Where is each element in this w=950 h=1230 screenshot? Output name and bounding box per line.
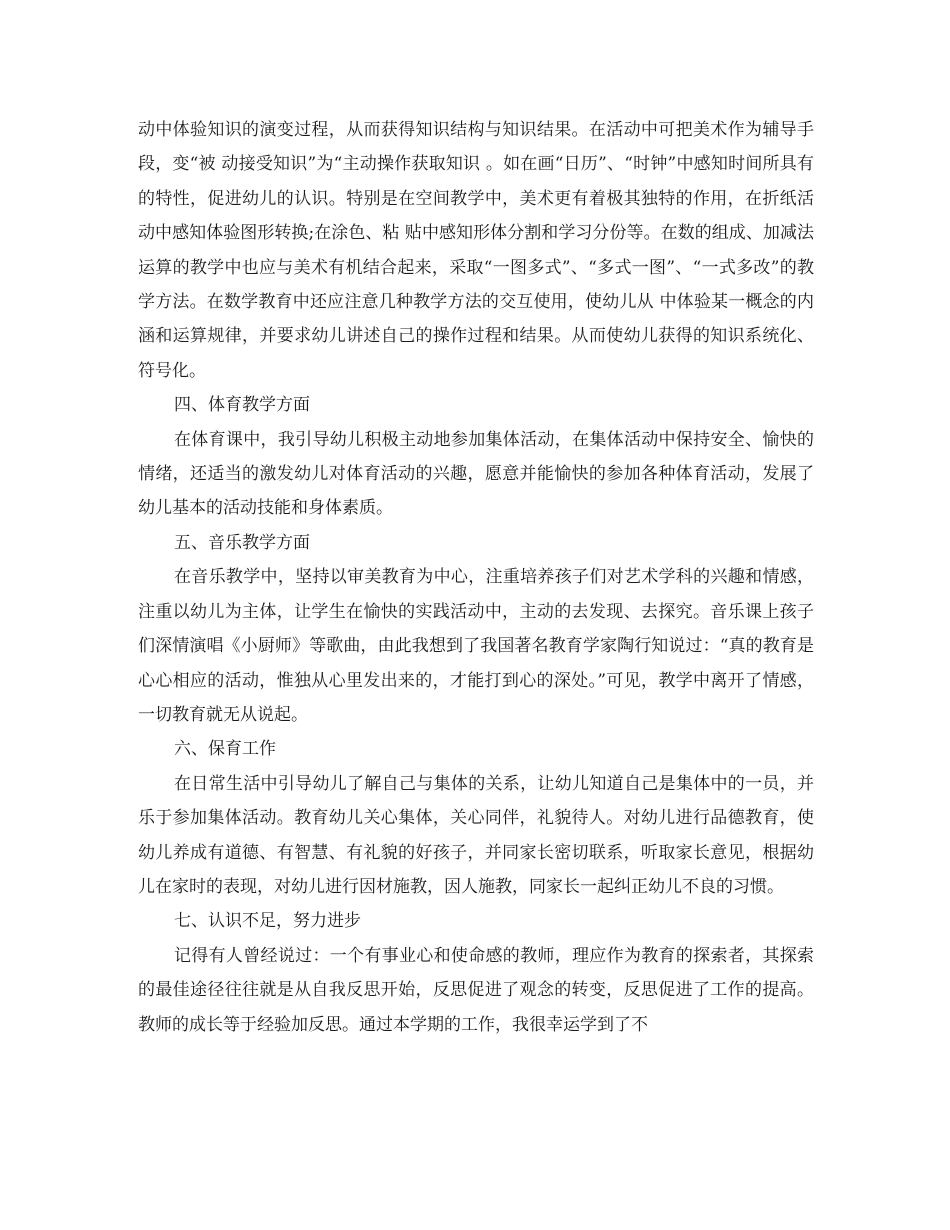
heading-care-work: 六、保育工作 — [174, 739, 276, 760]
paragraph-care-work: 在日常生活中引导幼儿了解自己与集体的关系，让幼儿知道自己是集体中的一员，并乐于参加集体活动。教育幼儿关心集体，关心同伴，礼貌待人。对幼儿进行品德教育，使幼儿养成有道德、有智慧、有礼貌的好孩子，并同家长密切联系，听取家长意见，根据幼儿在家时的表现，对幼儿进行因材施教，因人施教，同家长一起纠正幼儿不良的习惯。 — [138, 773, 814, 897]
paragraph-math-art: 动中体验知识的演变过程，从而获得知识结构与知识结果。在活动中可把美术作为辅导手段，变“被 动接受知识”为“主动操作获取知识 。如在画“日历”、“时钟”中感知时间所具有的特性，促进幼儿的认识。特别是在空间教学中，美术更有着极其独特的作用，在折纸活动中感知体验图形转换;在涂色、粘 贴中感知形体分割和学习分份等。在数的组成、加减法运算的教学中也应与美术有机结合起来，采取“一图多式”、“多式一图”、“一式多改”的教学方法。在数学教育中还应注意几种教学方法的交互使用，使幼儿从 中体验某一概念的内涵和运算规律，并要求幼儿讲述自己的操作过程和结果。从而使幼儿获得的知识系统化、 符号化。 — [138, 120, 814, 381]
paragraph-pe-teaching: 在体育课中，我引导幼儿积极主动地参加集体活动，在集体活动中保持安全、愉快的情绪，还适当的激发幼儿对体育活动的兴趣，愿意并能愉快的参加各种体育活动，发展了幼儿基本的活动技能和身体素质。 — [138, 429, 814, 519]
heading-music-teaching: 五、音乐教学方面 — [174, 532, 310, 553]
heading-pe-teaching: 四、体育教学方面 — [174, 395, 310, 416]
paragraph-shortcomings: 记得有人曾经说过：一个有事业心和使命感的教师，理应作为教育的探索者，其探索的最佳途径往往就是从自我反思开始，反思促进了观念的转变，反思促进了工作的提高。教师的成长等于经验加反思。通过本学期的工作，我很幸运学到了不 — [138, 945, 814, 1035]
paragraph-music-teaching: 在音乐教学中，坚持以审美教育为中心，注重培养孩子们对艺术学科的兴趣和情感，注重以幼儿为主体，让学生在愉快的实践活动中，主动的去发现、去探究。音乐课上孩子们深情演唱《小厨师》等歌曲，由此我想到了我国著名教育学家陶行知说过：“真的教育是心心相应的活动，惟独从心里发出来的，才能打到心的深处。”可见，教学中离开了情感，一切教育就无从说起。 — [138, 567, 814, 725]
document-page — [138, 113, 814, 1042]
heading-shortcomings: 七、认识不足，努力进步 — [174, 911, 361, 932]
